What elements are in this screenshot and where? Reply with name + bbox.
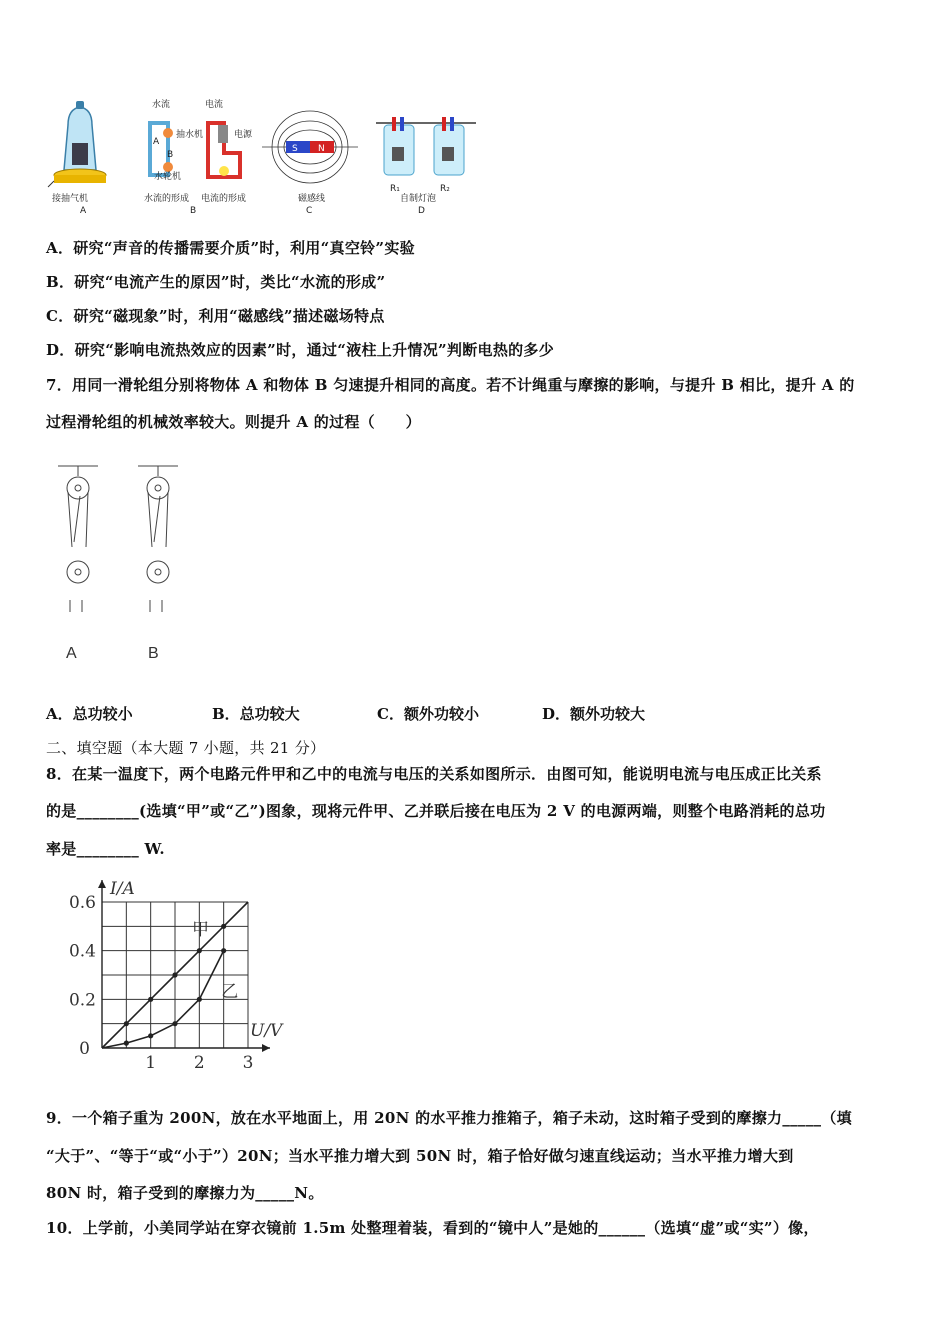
q6-figures bbox=[40, 95, 490, 220]
fig-b-pt-b: B bbox=[167, 150, 174, 160]
x-tick-label: 3 bbox=[242, 1053, 254, 1073]
q9-stem-line3: 80N 时，箱子受到的摩擦力为_____N。 bbox=[46, 1184, 324, 1202]
q8-stem-line3: 率是________ W. bbox=[46, 840, 165, 858]
q7-option-a: A．总功较小 bbox=[46, 705, 133, 723]
series-yi-point bbox=[197, 997, 202, 1002]
y-tick-label: 0.4 bbox=[68, 941, 96, 962]
q7-option-c: C．额外功较小 bbox=[377, 705, 479, 723]
x-tick-label: 1 bbox=[145, 1053, 157, 1073]
fig-b-water: 水流 bbox=[152, 100, 171, 110]
bulb-jars-figure bbox=[376, 117, 476, 216]
q6-option-a: A．研究“声音的传播需要介质”时，利用“真空铃”实验 bbox=[46, 239, 415, 257]
q9-stem-line2: “大于”、“等于“或“小于”）20N；当水平推力增大到 50N 时，箱子恰好做匀速直线运动；当水平推力增大到 bbox=[46, 1147, 794, 1165]
x-axis-arrow bbox=[262, 1044, 270, 1052]
q7-option-b: B．总功较大 bbox=[212, 705, 300, 723]
pulley-a-label: A bbox=[66, 645, 77, 662]
fig-b-cap-water: 水流的形成 bbox=[144, 194, 190, 204]
fig-c-label: 磁感线 bbox=[298, 194, 326, 204]
series-yi-point bbox=[221, 948, 226, 953]
fig-b-turbine: 水轮机 bbox=[154, 172, 182, 182]
pulley-b-label: B bbox=[148, 645, 159, 662]
origin-label: 0 bbox=[79, 1039, 90, 1059]
q6-option-b: B．研究“电流产生的原因”时，类比“水流的形成” bbox=[46, 273, 386, 291]
series-jia-point bbox=[148, 997, 153, 1002]
series-jia-point bbox=[197, 948, 202, 953]
turbine-icon bbox=[163, 162, 173, 172]
y-axis-arrow bbox=[98, 880, 106, 888]
series-yi-name: 乙 bbox=[221, 981, 239, 1002]
x-tick-label: 2 bbox=[193, 1053, 205, 1073]
bell-jar-figure bbox=[48, 101, 106, 216]
series-yi-point bbox=[148, 1033, 153, 1038]
section-2-heading: 二、填空题（本大题 7 小题，共 21 分） bbox=[46, 739, 326, 757]
q7-stem-line2: 过程滑轮组的机械效率较大。则提升 A 的过程（ ） bbox=[46, 413, 421, 431]
series-jia-name: 甲 bbox=[192, 919, 210, 940]
q6-option-d: D．研究“影响电流热效应的因素”时，通过“液柱上升情况”判断电热的多少 bbox=[46, 341, 555, 359]
pulley-figures bbox=[50, 462, 200, 667]
fig-b-cap-current: 电流的形成 bbox=[201, 194, 247, 204]
fig-b-pump: 抽水机 bbox=[176, 130, 204, 140]
series-yi-point bbox=[172, 1021, 177, 1026]
pump-icon bbox=[163, 128, 173, 138]
iv-chart bbox=[60, 870, 320, 1080]
bulb-icon bbox=[219, 166, 229, 176]
fig-a-label: 接抽气机 bbox=[52, 194, 89, 204]
q10-stem-line1: 10．上学前，小美同学站在穿衣镜前 1.5m 处整理着装，看到的“镜中人”是她的______（选填“虚”或“实”）像， bbox=[46, 1219, 819, 1237]
x-axis-label: U/V bbox=[250, 1021, 283, 1041]
pulley-system-b bbox=[138, 466, 178, 612]
series-jia-point bbox=[172, 972, 177, 977]
fig-c-n: N bbox=[318, 144, 325, 154]
y-tick-label: 0.6 bbox=[68, 893, 96, 913]
fig-b-letter: B bbox=[190, 206, 197, 216]
q7-stem-line1: 7．用同一滑轮组分别将物体 A 和物体 B 匀速提升相同的高度。若不计绳重与摩擦的影响，与提升 B 相比，提升 A 的 bbox=[46, 376, 855, 394]
magnet-south bbox=[286, 141, 310, 153]
magnet-figure bbox=[262, 111, 358, 216]
y-tick-label: 0.2 bbox=[68, 990, 96, 1011]
q9-stem-line1: 9．一个箱子重为 200N，放在水平地面上，用 20N 的水平推力推箱子，箱子未动，这时箱子受到的摩擦力_____（填 bbox=[46, 1109, 852, 1127]
fig-d-r2: R₂ bbox=[440, 184, 450, 194]
fig-d-letter: D bbox=[418, 206, 425, 216]
series-yi-point bbox=[124, 1041, 129, 1046]
fig-b-source: 电源 bbox=[234, 130, 253, 140]
water-current-figure bbox=[144, 98, 253, 216]
q6-option-c: C．研究“磁现象”时，利用“磁感线”描述磁场特点 bbox=[46, 307, 385, 325]
series-jia-point bbox=[221, 924, 226, 929]
q7-option-d: D．额外功较大 bbox=[542, 705, 646, 723]
fig-c-letter: C bbox=[306, 206, 313, 216]
fig-b-pt-a: A bbox=[153, 137, 160, 147]
q8-stem-line1: 8．在某一温度下，两个电路元件甲和乙中的电流与电压的关系如图所示．由图可知，能说明电流与电压成正比关系 bbox=[46, 765, 822, 783]
q8-stem-line2: 的是________(选填“甲”或“乙”)图象，现将元件甲、乙并联后接在电压为 2 V 的电源两端，则整个电路消耗的总功 bbox=[46, 802, 826, 820]
fig-c-s: S bbox=[292, 144, 298, 154]
fig-d-label: 自制灯泡 bbox=[400, 194, 437, 204]
y-axis-label: I/A bbox=[110, 879, 135, 899]
series-jia-point bbox=[124, 1021, 129, 1026]
fig-a-letter: A bbox=[80, 206, 87, 216]
fig-b-current: 电流 bbox=[205, 100, 224, 110]
fig-d-r1: R₁ bbox=[390, 184, 400, 194]
pulley-system-a bbox=[58, 466, 98, 612]
